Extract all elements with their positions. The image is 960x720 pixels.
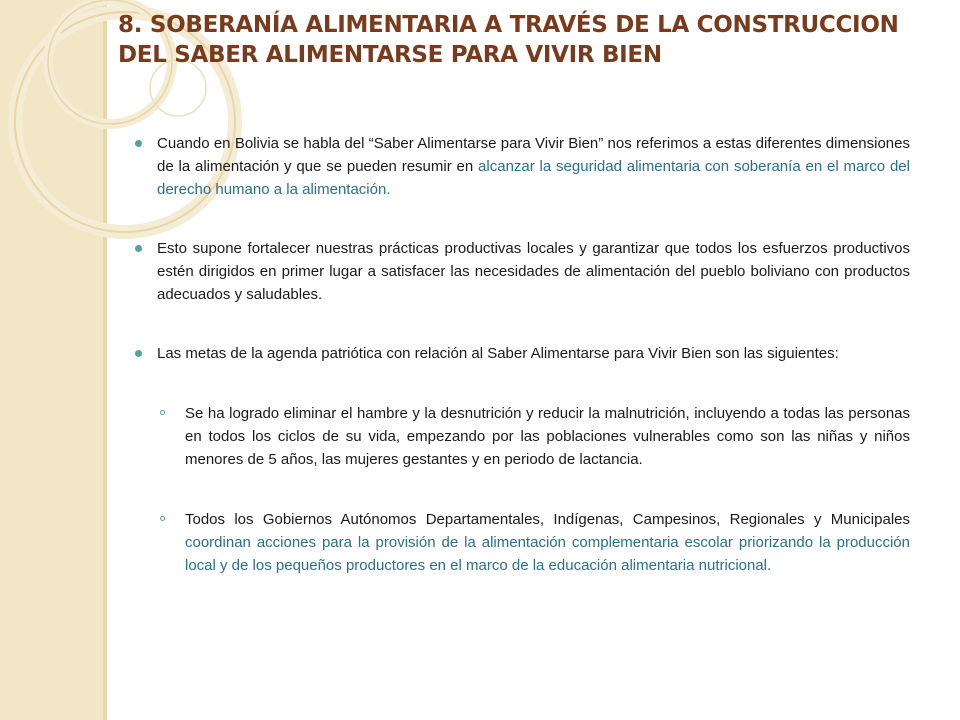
sub-bullet-item: [135, 508, 910, 577]
bullet-dot-icon: [135, 140, 142, 147]
page-title: 8. SOBERANÍA ALIMENTARIA A TRAVÉS DE LA CONSTRUCCION DEL SABER ALIMENTARSE PARA VIVIR BIEN: [118, 12, 899, 68]
sub-item-text: Todos los Gobiernos Autónomos Departamentales, Indígenas, Campesinos, Regionales y Municipales: [185, 511, 910, 528]
ring-bullet-icon: [160, 516, 165, 521]
bullet-dot-icon: [135, 245, 142, 252]
content-body: [135, 132, 910, 577]
paragraph-text: Las metas de la agenda patriótica con relación al Saber Alimentarse para Vivir Bien son las siguientes:: [157, 345, 839, 362]
paragraph-text: Esto supone fortalecer nuestras prácticas productivas locales y garantizar que todos los esfuerzos productivos estén dirigidos en primer lugar a satisfacer las necesidades de alimentación del pueblo boliviano con productos adecuados y saludables.: [157, 240, 910, 303]
sub-item-text: Se ha logrado eliminar el hambre y la desnutrición y reducir la malnutrición, incluyendo a todas las personas en todos los ciclos de su vida, empezando por las poblaciones vulnerables como son las niñas y niños menores de 5 años, las mujeres gestantes y en periodo de lactancia.: [185, 405, 910, 468]
highlighted-text: alcanzar la seguridad alimentaria con soberanía en el marco del derecho humano a la alimentación.: [157, 158, 910, 198]
side-band: [0, 0, 103, 720]
paragraph-text: Cuando en Bolivia se habla del “Saber Alimentarse para Vivir Bien” nos referimos a estas diferentes dimensiones de la alimentación y que se pueden resumir en: [157, 135, 910, 175]
bullet-paragraph: [135, 237, 910, 306]
side-band-edge: [103, 0, 107, 720]
bullet-paragraph: [135, 132, 910, 201]
bullet-dot-icon: [135, 350, 142, 357]
sub-bullet-item: [135, 402, 910, 471]
bullet-paragraph: [135, 342, 910, 365]
ring-bullet-icon: [160, 410, 165, 415]
highlighted-text: coordinan acciones para la provisión de la alimentación complementaria escolar priorizando la producción local y de los pequeños productores en el marco de la educación alimentaria nutricional.: [185, 534, 910, 574]
